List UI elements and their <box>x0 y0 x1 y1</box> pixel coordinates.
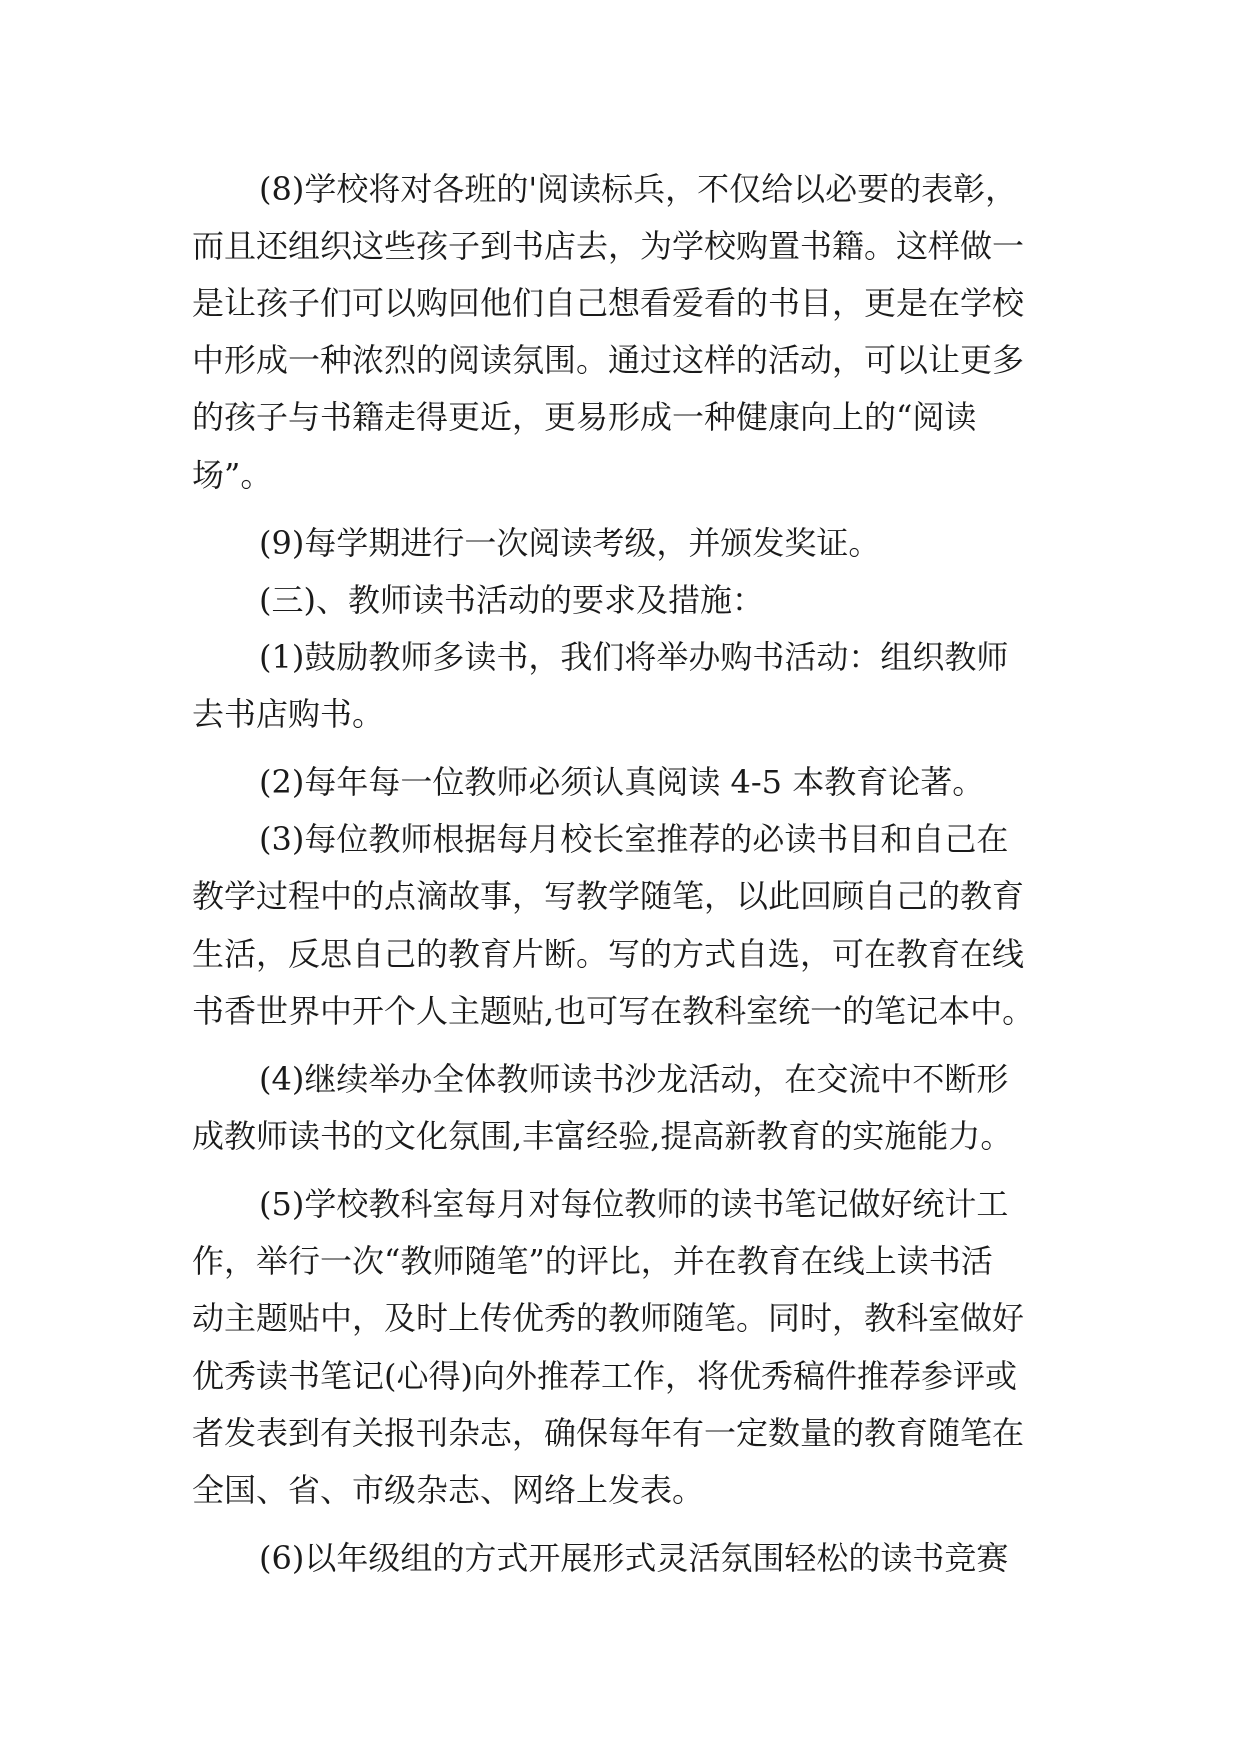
text-line: 动主题贴中，及时上传优秀的教师随笔。同时，教科室做好 <box>192 1299 1025 1337</box>
text-line: (1)鼓励教师多读书，我们将举办购书活动：组织教师 <box>259 638 1009 676</box>
text-line: 者发表到有关报刊杂志，确保每年有一定数量的教育随笔在 <box>192 1414 1025 1452</box>
text-line: (5)学校教科室每月对每位教师的读书笔记做好统计工 <box>259 1185 1009 1223</box>
text-line: 中形成一种浓烈的阅读氛围。通过这样的活动，可以让更多 <box>192 341 1025 379</box>
text-line: (9)每学期进行一次阅读考级，并颁发奖证。 <box>259 524 881 562</box>
text-line: 的孩子与书籍走得更近，更易形成一种健康向上的“阅读 <box>192 398 977 436</box>
text-line: 是让孩子们可以购回他们自己想看爱看的书目，更是在学校 <box>192 284 1025 322</box>
text-line: 优秀读书笔记(心得)向外推荐工作，将优秀稿件推荐参评或 <box>192 1357 1017 1395</box>
text-line: 全国、省、市级杂志、网络上发表。 <box>192 1471 705 1509</box>
text-line: (6)以年级组的方式开展形式灵活氛围轻松的读书竞赛 <box>259 1539 1009 1577</box>
text-line: 生活，反思自己的教育片断。写的方式自选，可在教育在线 <box>192 935 1025 973</box>
text-line: 书香世界中开个人主题贴,也可写在教科室统一的笔记本中。 <box>192 992 1035 1030</box>
text-line: 去书店购书。 <box>192 695 385 733</box>
text-line: 场”。 <box>192 456 273 494</box>
text-line: (3)每位教师根据每月校长室推荐的必读书目和自己在 <box>259 820 1009 858</box>
text-line: (三)、教师读书活动的要求及措施： <box>259 581 764 619</box>
text-line: 而且还组织这些孩子到书店去，为学校购置书籍。这样做一 <box>192 227 1025 265</box>
text-line: 成教师读书的文化氛围,丰富经验,提高新教育的实施能力。 <box>192 1117 1013 1155</box>
text-line: (4)继续举办全体教师读书沙龙活动，在交流中不断形 <box>259 1060 1009 1098</box>
text-line: (2)每年每一位教师必须认真阅读 4-5 本教育论著。 <box>259 763 985 801</box>
text-line: 作，举行一次“教师随笔”的评比，并在教育在线上读书活 <box>192 1242 993 1280</box>
text-line: (8)学校将对各班的'阅读标兵，不仅给以必要的表彰， <box>259 170 1018 208</box>
text-line: 教学过程中的点滴故事，写教学随笔，以此回顾自己的教育 <box>192 877 1025 915</box>
